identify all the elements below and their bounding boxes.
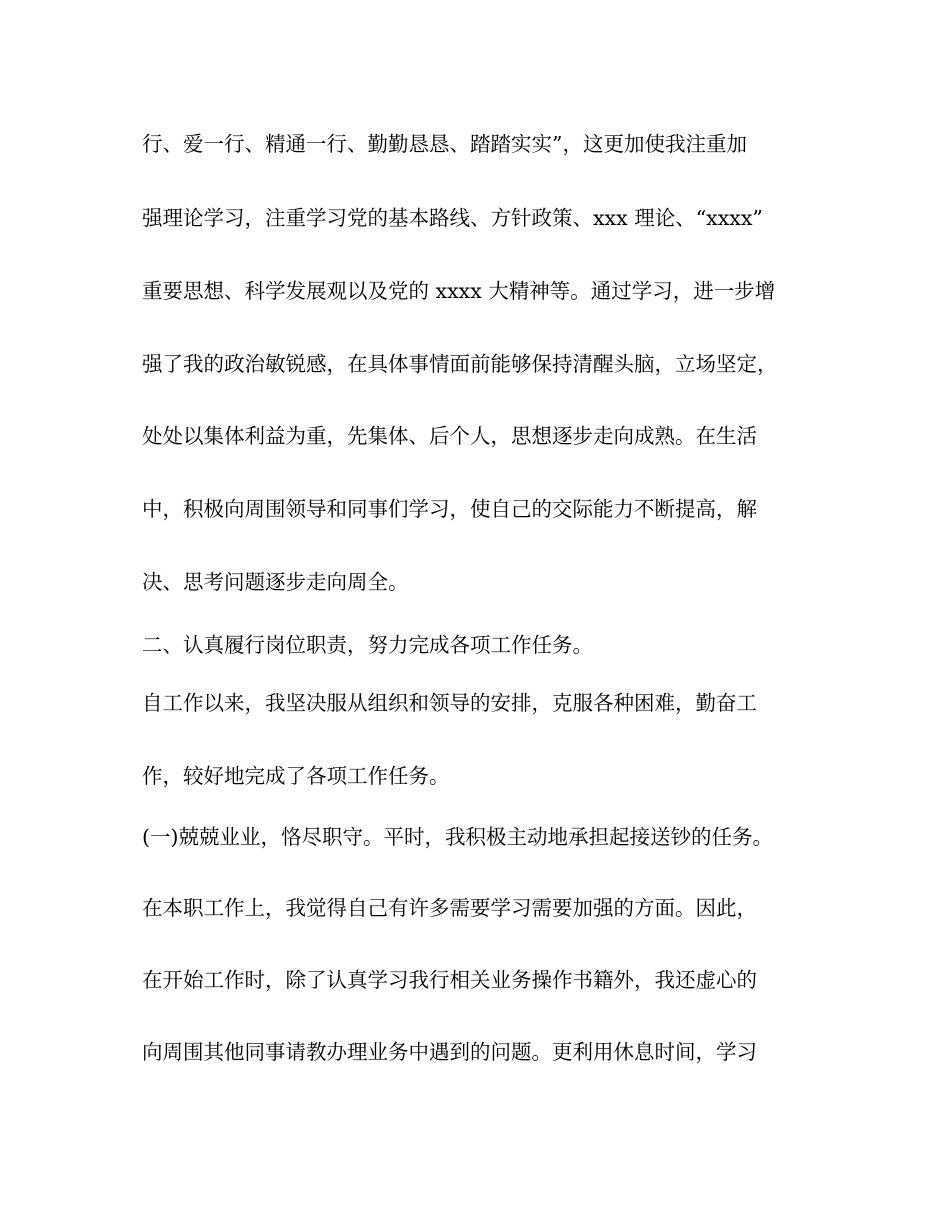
text-line: 强了我的政治敏锐感，在具体事情面前能够保持清醒头脑，立场坚定， <box>142 352 778 376</box>
section-heading: 二、认真履行岗位职责，努力完成各项工作任务。 <box>142 633 593 657</box>
subsection-heading: (一)兢兢业业，恪尽职守。平时，我积极主动地承担起接送钞的任务。 <box>142 825 773 849</box>
text-line: 处处以集体利益为重，先集体、后个人，思想逐步走向成熟。在生活 <box>142 424 757 448</box>
text-line: 在本职工作上，我觉得自己有许多需要学习需要加强的方面。因此， <box>142 896 757 920</box>
text-line: 决、思考问题逐步走向周全。 <box>142 570 409 594</box>
text-line: 向周围其他同事请教办理业务中遇到的问题。更利用休息时间，学习 <box>142 1040 757 1064</box>
text-line: 在开始工作时，除了认真学习我行相关业务操作书籍外，我还虚心的 <box>142 968 757 992</box>
text-line: 中，积极向周围领导和同事们学习，使自己的交际能力不断提高，解 <box>142 497 757 521</box>
text-line: 强理论学习，注重学习党的基本路线、方针政策、xxx 理论、“xxxx” <box>142 206 763 230</box>
text-line: 作，较好地完成了各项工作任务。 <box>142 764 450 788</box>
text-line: 行、爱一行、精通一行、勤勤恳恳、踏踏实实”，这更加使我注重加 <box>142 132 747 156</box>
text-line: 自工作以来，我坚决服从组织和领导的安排，克服各种困难，勤奋工 <box>142 691 757 715</box>
text-line: 重要思想、科学发展观以及党的 xxxx 大精神等。通过学习，进一步增 <box>142 279 776 303</box>
